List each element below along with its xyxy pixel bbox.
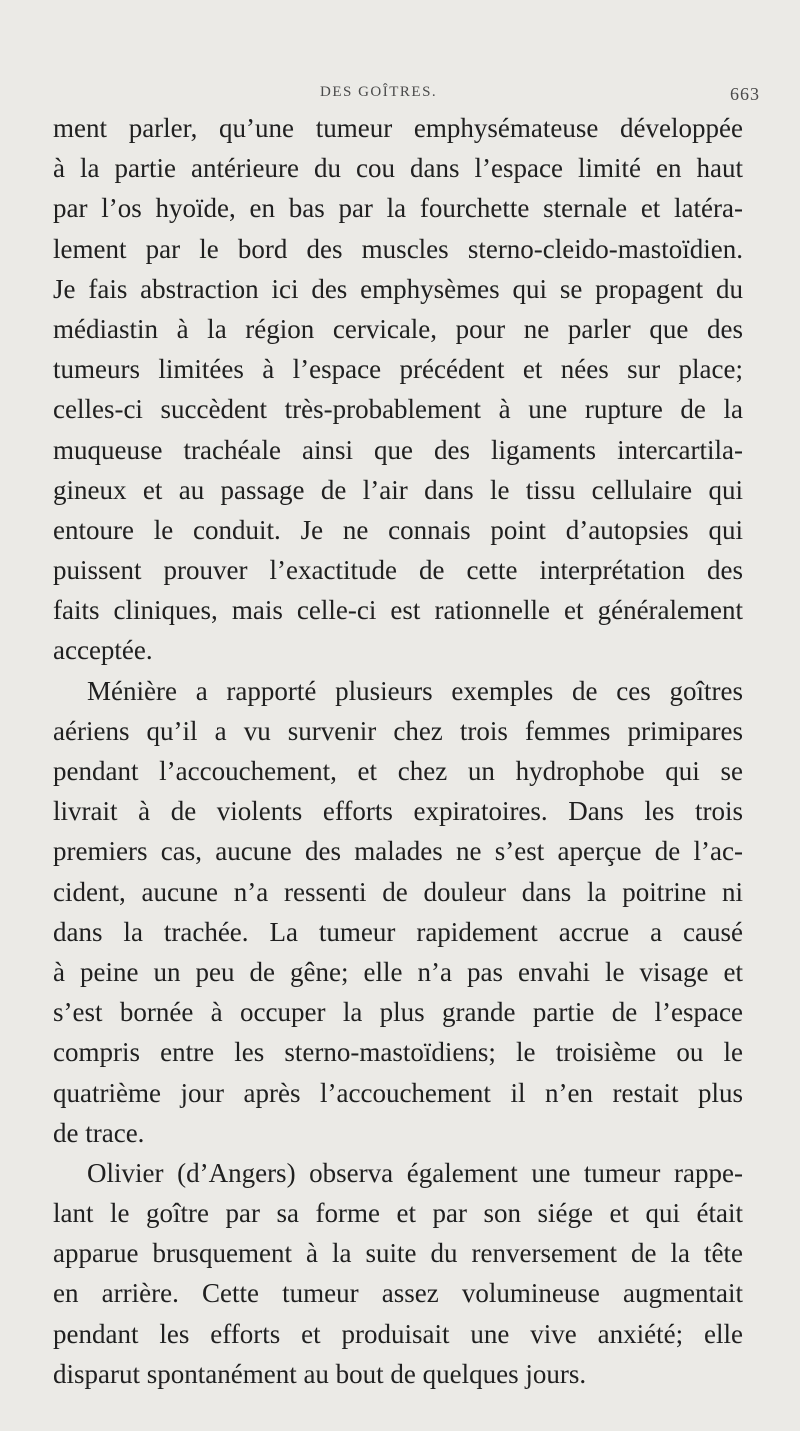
body-text — [53, 108, 743, 1394]
text-line: gineux et au passage de l’air dans le tissu cellulaire qui — [53, 474, 743, 505]
text-line: entoure le conduit. Je ne connais point d’autopsies qui — [53, 514, 743, 545]
text-line-paragraph-end: acceptée. — [53, 635, 153, 666]
text-line: lant le goître par sa forme et par son siége et qui était — [53, 1198, 743, 1229]
text-line: livrait à de violents efforts expiratoires. Dans les trois — [53, 796, 743, 827]
text-line-paragraph-end: de trace. — [53, 1117, 145, 1148]
text-line: lement par le bord des muscles sterno-cleido-mastoïdien. — [53, 233, 743, 264]
text-line: s’est bornée à occuper la plus grande partie de l’espace — [53, 997, 743, 1028]
text-line: pendant l’accouchement, et chez un hydrophobe qui se — [53, 756, 743, 786]
text-line: premiers cas, aucune des malades ne s’est aperçue de l’ac- — [53, 836, 743, 867]
text-line: cident, aucune n’a ressenti de douleur dans la poitrine ni — [53, 876, 743, 907]
text-line: tumeurs limitées à l’espace précédent et nées sur place; — [53, 354, 743, 385]
text-line: Je fais abstraction ici des emphysèmes qui se propagent du — [53, 273, 743, 304]
text-line-paragraph-start: Ménière a rapporté plusieurs exemples de ces goîtres — [87, 675, 743, 706]
text-line: médiastin à la région cervicale, pour ne parler que des — [53, 313, 743, 344]
running-head-title: DES GOÎTRES. — [320, 84, 438, 100]
text-line: puissent prouver l’exactitude de cette interprétation des — [53, 555, 743, 586]
text-line: par l’os hyoïde, en bas par la fourchette sternale et latéra- — [53, 193, 743, 224]
text-line: à la partie antérieure du cou dans l’espace limité en haut — [53, 153, 743, 184]
text-line: quatrième jour après l’accouchement il n’en restait plus — [53, 1077, 743, 1108]
running-head — [0, 84, 800, 108]
page-number: 663 — [730, 84, 760, 104]
text-line-paragraph-end: disparut spontanément au bout de quelques jours. — [53, 1358, 587, 1389]
text-line: muqueuse trachéale ainsi que des ligaments intercartila- — [53, 434, 743, 465]
text-line: dans la trachée. La tumeur rapidement accrue a causé — [53, 916, 743, 947]
text-line: apparue brusquement à la suite du renversement de la tête — [53, 1238, 743, 1269]
text-line: celles-ci succèdent très-probablement à une rupture de la — [53, 394, 743, 425]
text-line: aériens qu’il a vu survenir chez trois femmes primipares — [53, 715, 743, 746]
text-line-paragraph-start: Olivier (d’Angers) observa également une tumeur rappe- — [87, 1157, 743, 1188]
text-line: à peine un peu de gêne; elle n’a pas envahi le visage et — [53, 956, 743, 987]
text-line: en arrière. Cette tumeur assez volumineuse augmentait — [53, 1278, 743, 1309]
text-line: faits cliniques, mais celle-ci est rationnelle et généralement — [53, 595, 743, 626]
text-line: pendant les efforts et produisait une vive anxiété; elle — [53, 1318, 743, 1349]
text-line: compris entre les sterno-mastoïdiens; le troisième ou le — [53, 1037, 743, 1068]
text-line: ment parler, qu’une tumeur emphysémateuse développée — [53, 113, 743, 143]
